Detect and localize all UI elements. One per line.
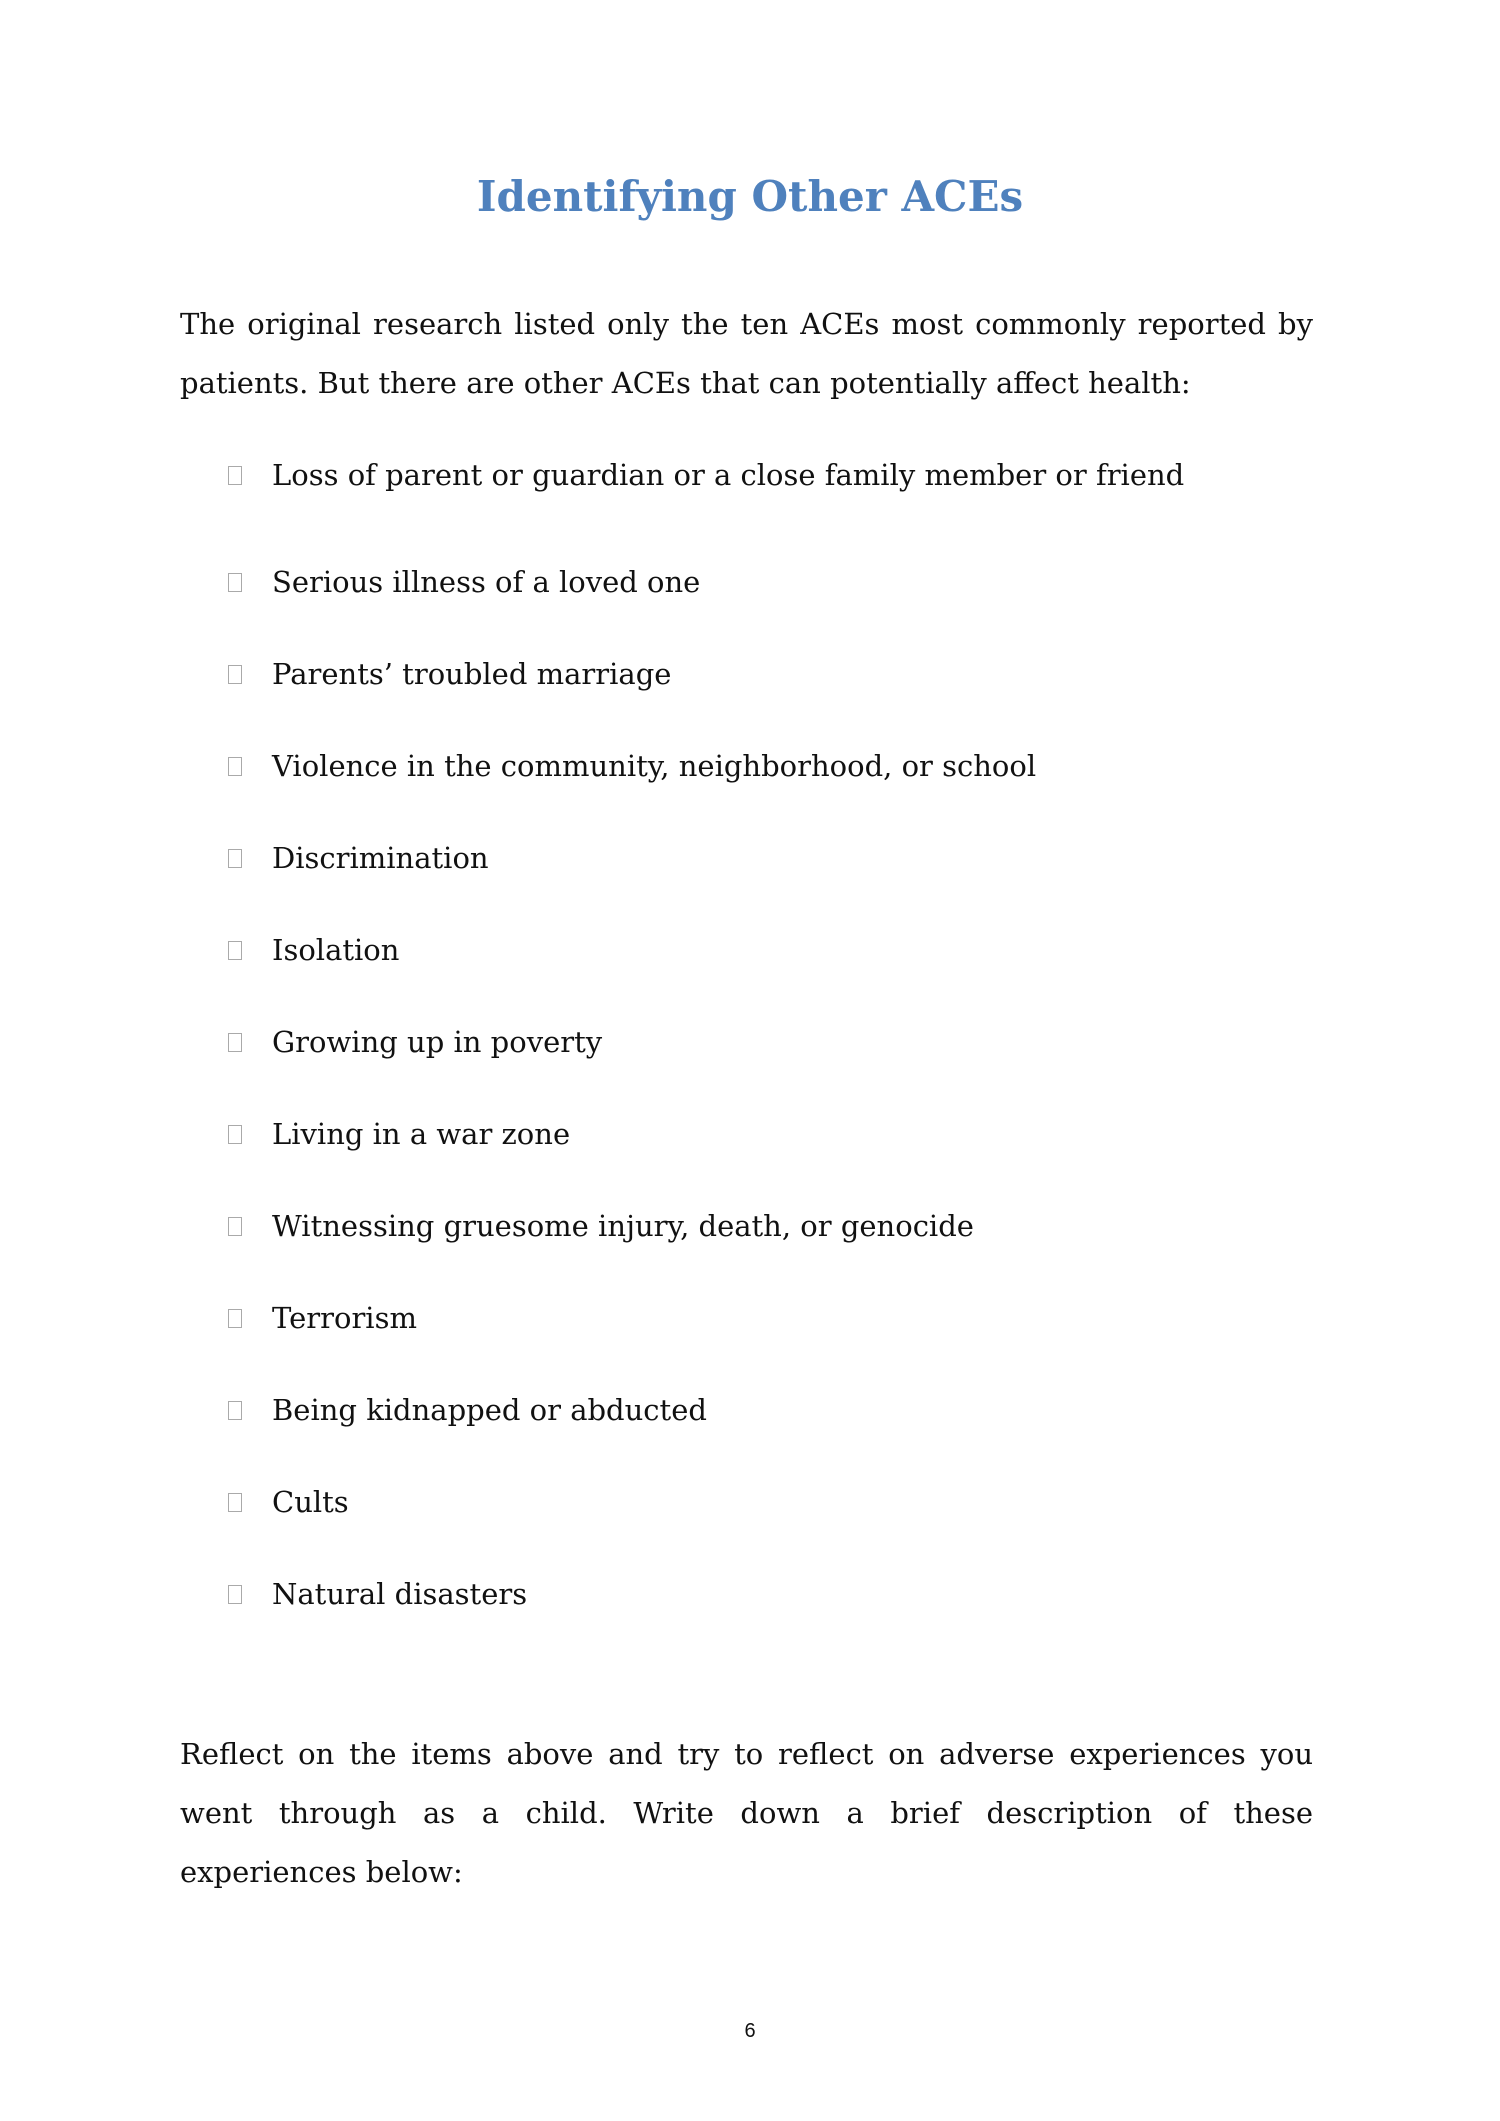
checkbox-icon[interactable] xyxy=(228,1493,242,1512)
checklist-item xyxy=(228,812,1184,904)
checkbox-icon[interactable] xyxy=(228,849,242,868)
reflection-paragraph xyxy=(180,1725,1313,1902)
reflection-line: experiences below: xyxy=(180,1855,463,1889)
checkbox-icon[interactable] xyxy=(228,1217,242,1236)
checklist-item-label: Violence in the community, neighborhood, or school xyxy=(272,749,1037,783)
checklist-item-label: Loss of parent or guardian or a close family member or friend xyxy=(272,458,1185,492)
reflection-line: Reflect on the items above and try to reflect on adverse experiences you xyxy=(180,1737,1313,1771)
checklist-item-label: Being kidnapped or abducted xyxy=(272,1393,707,1427)
checkbox-icon[interactable] xyxy=(228,757,242,776)
intro-line: patients. But there are other ACEs that can potentially affect health: xyxy=(180,366,1191,400)
checklist-item-label: Witnessing gruesome injury, death, or genocide xyxy=(272,1209,974,1243)
checklist-item-label: Living in a war zone xyxy=(272,1117,571,1151)
checklist-item xyxy=(228,1364,1184,1456)
checklist-item xyxy=(228,1456,1184,1548)
checklist-item xyxy=(228,904,1184,996)
checklist-item xyxy=(228,720,1184,812)
checkbox-icon[interactable] xyxy=(228,1585,242,1604)
checkbox-icon[interactable] xyxy=(228,1033,242,1052)
page-title: Identifying Other ACEs xyxy=(476,172,1024,221)
checklist-item-label: Parents’ troubled marriage xyxy=(272,657,672,691)
checkbox-icon[interactable] xyxy=(228,1401,242,1420)
intro-line: The original research listed only the ten ACEs most commonly reported by xyxy=(180,307,1313,341)
checkbox-icon[interactable] xyxy=(228,573,242,592)
checklist-item xyxy=(228,444,1184,506)
reflection-line: went through as a child. Write down a brief description of these xyxy=(180,1796,1313,1830)
checklist-item-label: Isolation xyxy=(272,933,400,967)
checkbox-icon[interactable] xyxy=(228,941,242,960)
checklist-item-label: Discrimination xyxy=(272,841,489,875)
checklist-item xyxy=(228,536,1184,628)
checkbox-icon[interactable] xyxy=(228,665,242,684)
checklist-item xyxy=(228,996,1184,1088)
checklist-item xyxy=(228,1548,1184,1640)
checklist-item-label: Natural disasters xyxy=(272,1577,528,1611)
checklist-item-label: Serious illness of a loved one xyxy=(272,565,701,599)
checkbox-icon[interactable] xyxy=(228,1125,242,1144)
checkbox-icon[interactable] xyxy=(228,466,242,485)
checkbox-icon[interactable] xyxy=(228,1309,242,1328)
checklist-item-label: Terrorism xyxy=(272,1301,417,1335)
checklist-item xyxy=(228,1180,1184,1272)
checklist-item xyxy=(228,628,1184,720)
checklist-item-label: Cults xyxy=(272,1485,349,1519)
checklist-item xyxy=(228,1088,1184,1180)
aces-checklist xyxy=(228,444,1184,1640)
page-number: 6 xyxy=(744,2020,756,2042)
intro-paragraph xyxy=(180,295,1313,413)
checklist-item-label: Growing up in poverty xyxy=(272,1025,603,1059)
checklist-item xyxy=(228,1272,1184,1364)
